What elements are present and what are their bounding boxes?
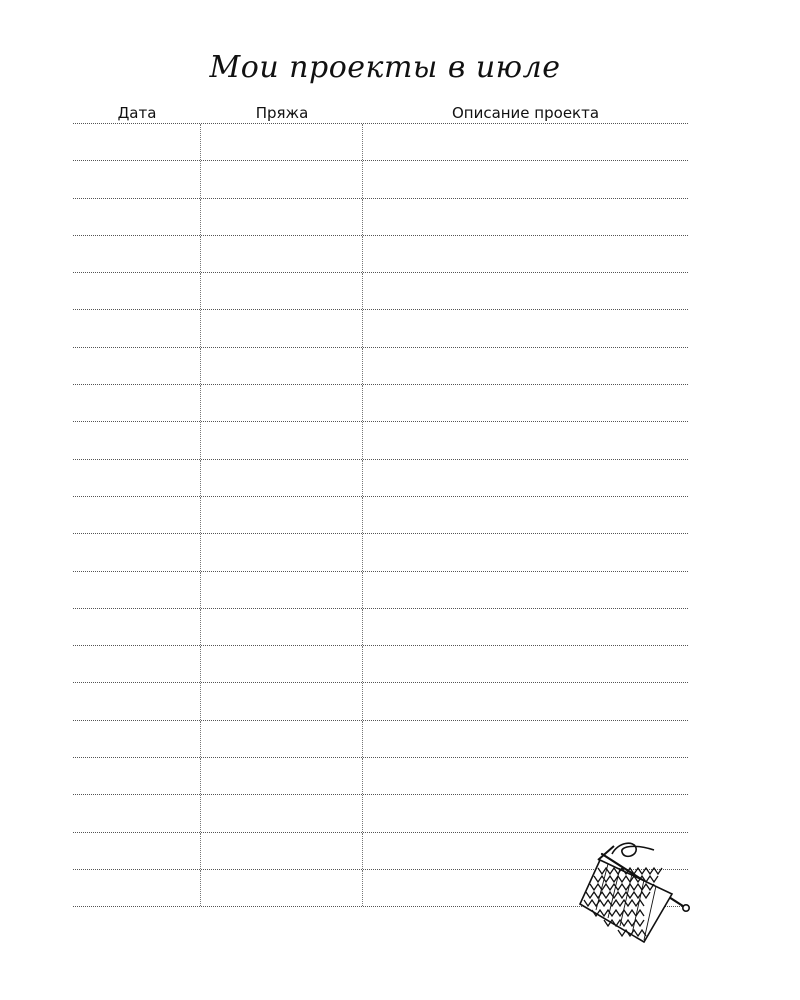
column-header-date: Дата: [117, 104, 157, 122]
cell-date[interactable]: [73, 572, 201, 608]
cell-yarn[interactable]: [201, 758, 363, 794]
column-header-yarn: Пряжа: [255, 104, 309, 122]
table-row: [73, 310, 688, 347]
cell-yarn[interactable]: [201, 721, 363, 757]
cell-date[interactable]: [73, 833, 201, 869]
cell-date[interactable]: [73, 124, 201, 160]
table-row: [73, 795, 688, 832]
table-row: [73, 273, 688, 310]
cell-description[interactable]: [363, 460, 688, 496]
cell-yarn[interactable]: [201, 572, 363, 608]
cell-description[interactable]: [363, 795, 688, 831]
table-row: [73, 721, 688, 758]
cell-description[interactable]: [363, 236, 688, 272]
cell-date[interactable]: [73, 497, 201, 533]
table-row: [73, 199, 688, 236]
cell-yarn[interactable]: [201, 460, 363, 496]
cell-description[interactable]: [363, 534, 688, 570]
table-row: [73, 385, 688, 422]
cell-date[interactable]: [73, 236, 201, 272]
cell-description[interactable]: [363, 646, 688, 682]
cell-description[interactable]: [363, 273, 688, 309]
cell-yarn[interactable]: [201, 683, 363, 719]
cell-date[interactable]: [73, 534, 201, 570]
cell-yarn[interactable]: [201, 199, 363, 235]
cell-description[interactable]: [363, 161, 688, 197]
table-row: [73, 124, 688, 161]
table-row: [73, 683, 688, 720]
cell-description[interactable]: [363, 385, 688, 421]
cell-description[interactable]: [363, 572, 688, 608]
table-row: [73, 497, 688, 534]
cell-date[interactable]: [73, 199, 201, 235]
cell-yarn[interactable]: [201, 348, 363, 384]
table-row: [73, 609, 688, 646]
cell-date[interactable]: [73, 795, 201, 831]
cell-yarn[interactable]: [201, 795, 363, 831]
cell-yarn[interactable]: [201, 497, 363, 533]
cell-yarn[interactable]: [201, 534, 363, 570]
table-body: [73, 124, 688, 907]
cell-yarn[interactable]: [201, 870, 363, 906]
cell-description[interactable]: [363, 422, 688, 458]
cell-description[interactable]: [363, 683, 688, 719]
cell-yarn[interactable]: [201, 273, 363, 309]
table-row: [73, 161, 688, 198]
cell-description[interactable]: [363, 199, 688, 235]
table-row: [73, 422, 688, 459]
table-row: [73, 348, 688, 385]
cell-yarn[interactable]: [201, 422, 363, 458]
table-row: [73, 534, 688, 571]
cell-yarn[interactable]: [201, 833, 363, 869]
cell-yarn[interactable]: [201, 385, 363, 421]
cell-date[interactable]: [73, 348, 201, 384]
cell-yarn[interactable]: [201, 646, 363, 682]
cell-yarn[interactable]: [201, 161, 363, 197]
cell-date[interactable]: [73, 161, 201, 197]
cell-date[interactable]: [73, 273, 201, 309]
table-row: [73, 646, 688, 683]
cell-date[interactable]: [73, 310, 201, 346]
cell-date[interactable]: [73, 683, 201, 719]
table-row: [73, 236, 688, 273]
table-row: [73, 572, 688, 609]
cell-date[interactable]: [73, 870, 201, 906]
cell-yarn[interactable]: [201, 609, 363, 645]
knitting-swatch-icon: [574, 838, 694, 948]
page-title: Мои проекты в июле: [209, 50, 561, 85]
cell-description[interactable]: [363, 310, 688, 346]
cell-description[interactable]: [363, 609, 688, 645]
cell-date[interactable]: [73, 385, 201, 421]
cell-date[interactable]: [73, 646, 201, 682]
table-row: [73, 460, 688, 497]
cell-yarn[interactable]: [201, 310, 363, 346]
cell-date[interactable]: [73, 422, 201, 458]
cell-description[interactable]: [363, 758, 688, 794]
cell-description[interactable]: [363, 348, 688, 384]
table-header: [73, 104, 688, 124]
cell-date[interactable]: [73, 758, 201, 794]
column-header-description: Описание проекта: [451, 104, 600, 122]
cell-description[interactable]: [363, 497, 688, 533]
cell-date[interactable]: [73, 721, 201, 757]
cell-date[interactable]: [73, 460, 201, 496]
project-log-table: [73, 104, 688, 907]
cell-date[interactable]: [73, 609, 201, 645]
cell-yarn[interactable]: [201, 124, 363, 160]
cell-yarn[interactable]: [201, 236, 363, 272]
cell-description[interactable]: [363, 124, 688, 160]
table-row: [73, 758, 688, 795]
cell-description[interactable]: [363, 721, 688, 757]
